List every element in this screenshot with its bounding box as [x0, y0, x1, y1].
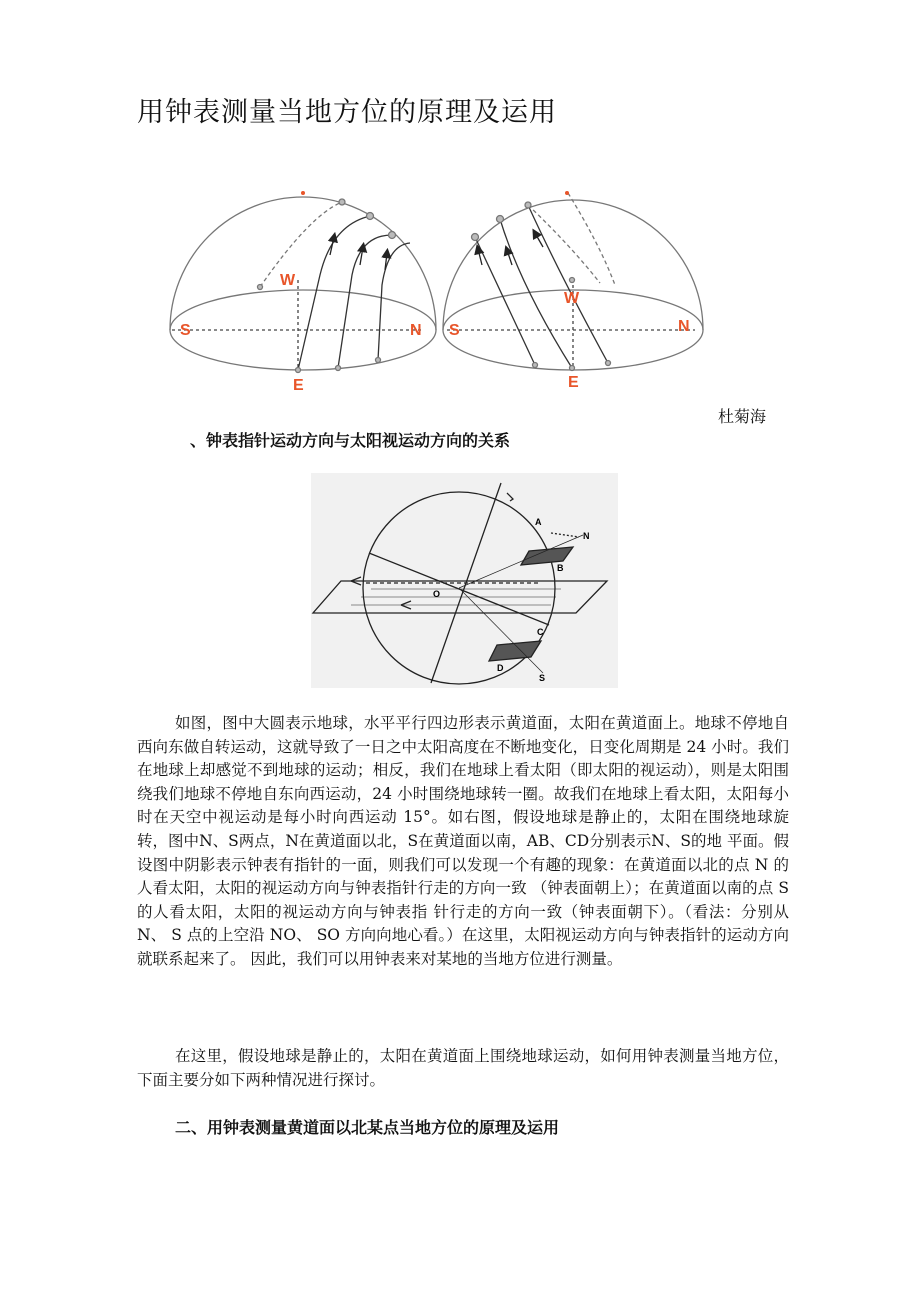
page-title: 用钟表测量当地方位的原理及运用: [137, 97, 557, 128]
earth-ecliptic-figure: [311, 473, 618, 688]
label-a: A: [535, 517, 542, 527]
right-e-label: E: [568, 374, 579, 391]
right-w-label: W: [564, 290, 580, 307]
celestial-hemispheres-figure: [160, 185, 715, 405]
section-1-heading: 、钟表指针运动方向与太阳视运动方向的关系: [190, 431, 511, 450]
label-s: S: [539, 673, 546, 683]
label-b: B: [557, 563, 564, 573]
right-hemisphere: [443, 193, 703, 371]
label-o: O: [433, 589, 441, 599]
left-n-label: N: [410, 322, 422, 339]
body-paragraph-1: 如图，图中大圆表示地球，水平平行四边形表示黄道面，太阳在黄道面上。地球不停地自西向东做自转运动，这就导致了一日之中太阳高度在不断地变化，日变化周期是 24 小时。我们在地球上却感觉不到地球的运动；相反，我们在地球上看太阳（即太阳的视运动），则是太阳围绕我们地球不停地自东向西运动，24 小时围绕地球转一圈。故我们在地球上看太阳，太阳每小时在天空中视运动是每小时向西运动 15°。如右图，假设地球是静止的，太阳在围绕地球旋转，图中N、S两点，N在黄道面以北，S在黄道面以南，AB、CD分别表示N、S的地 平面。假设图中阴影表示钟表有指针的一面，则我们可以发现一个有趣的现象：在黄道面以北的点 N 的人看太阳，太阳的视运动方向与钟表指针行走的方向一致 （钟表面朝上）；在黄道面以南的点 S 的人看太阳，太阳的视运动方向与钟表指 针行走的方向一致（钟表面朝下）。（看法：分别从 N、 S 点的上空沿 NO、 SO 方向向地心看。）在这里，太阳视运动方向与钟表指针的运动方向就联系起来了。 因此，我们可以用钟表来对某地的当地方位进行测量。: [137, 714, 789, 968]
left-hemisphere: [170, 197, 436, 373]
label-n: N: [583, 531, 590, 541]
label-d: D: [497, 663, 504, 673]
right-s-label: S: [449, 322, 460, 339]
left-s-label: S: [180, 322, 191, 339]
left-e-label: E: [293, 377, 304, 394]
right-n-label: N: [678, 318, 690, 335]
body-paragraph-2: 在这里，假设地球是静止的，太阳在黄道面上围绕地球运动，如何用钟表测量当地方位，下面主要分如下两种情况进行探讨。: [137, 1047, 789, 1089]
section-2-heading: 二、用钟表测量黄道面以北某点当地方位的原理及运用: [175, 1118, 560, 1137]
left-w-label: W: [280, 272, 296, 289]
label-c: C: [537, 627, 544, 637]
author-name: 杜菊海: [718, 407, 767, 426]
